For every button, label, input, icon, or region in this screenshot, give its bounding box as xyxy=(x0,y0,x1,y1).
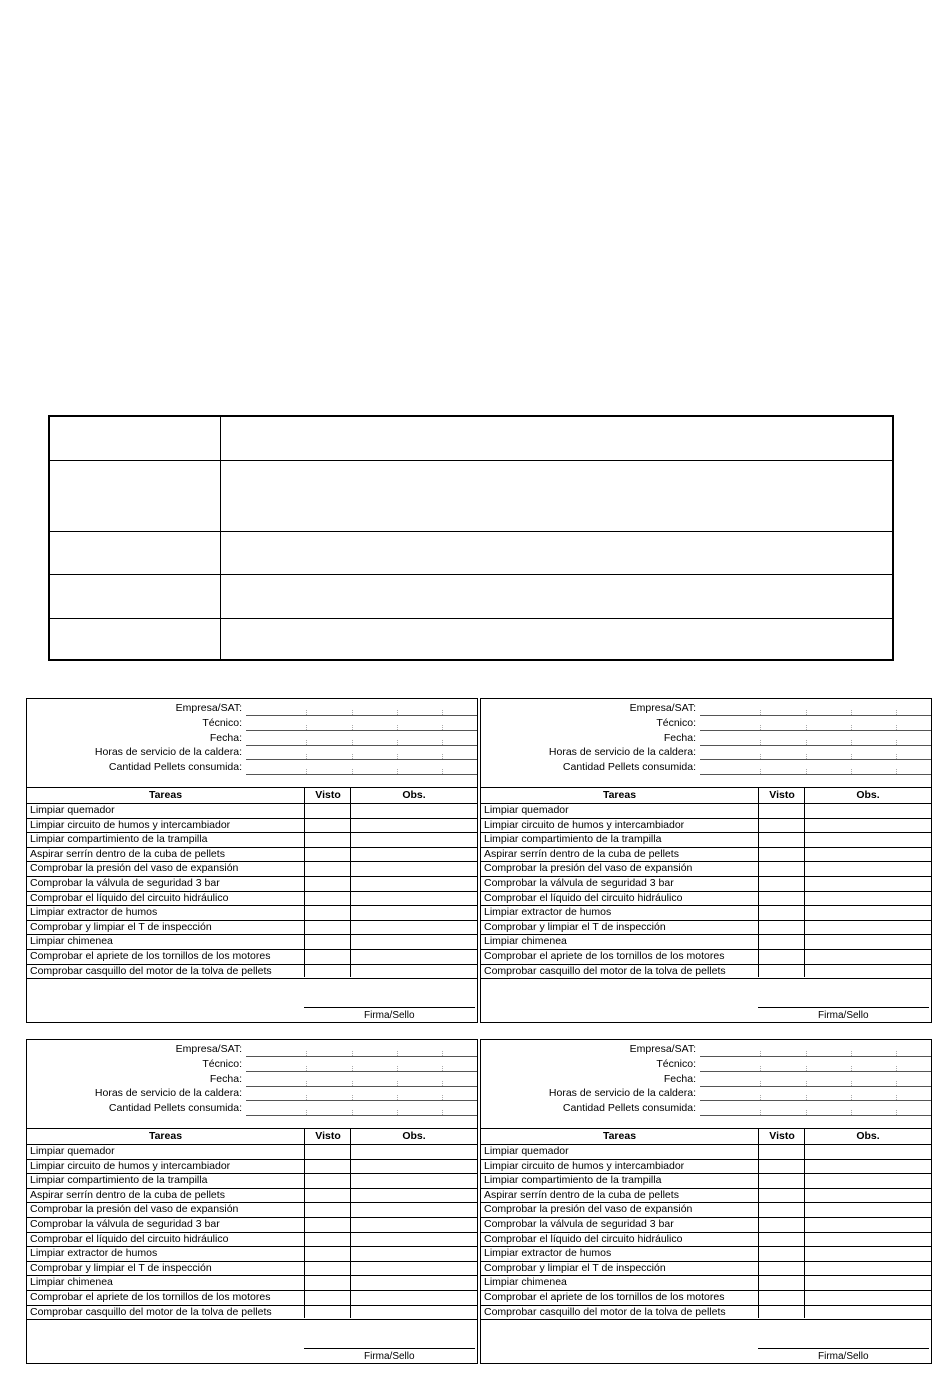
task-row xyxy=(481,934,931,950)
cell-guide xyxy=(851,710,852,715)
cell-guide xyxy=(352,754,353,759)
signature-label: Firma/Sello xyxy=(818,1010,869,1021)
top-empty-table xyxy=(48,415,894,661)
cell-guide xyxy=(306,1095,307,1100)
cell-guide xyxy=(806,1081,807,1086)
task-row xyxy=(481,920,931,936)
cell-guide xyxy=(442,725,443,730)
cell-guide xyxy=(352,740,353,745)
visto-column-header: Visto xyxy=(758,1129,805,1144)
task-label: Comprobar la presión del vaso de expansión xyxy=(484,1203,693,1216)
cell-guide xyxy=(442,1110,443,1115)
cell-guide xyxy=(760,740,761,745)
task-row xyxy=(481,1246,931,1262)
obs-column-header: Obs. xyxy=(804,1129,931,1144)
task-label: Comprobar la válvula de seguridad 3 bar xyxy=(30,877,220,889)
cell-guide xyxy=(896,1095,897,1100)
task-label: Comprobar casquillo del motor de la tolva de pellets xyxy=(484,1305,726,1318)
task-row xyxy=(481,861,931,877)
header-field-label: Técnico: xyxy=(202,716,242,729)
cell-guide xyxy=(851,754,852,759)
header-field-label: Empresa/SAT: xyxy=(175,702,242,714)
header-field-label: Cantidad Pellets consumida: xyxy=(108,1102,242,1115)
task-row xyxy=(481,876,931,892)
visto-column-header: Visto xyxy=(304,788,351,803)
task-label: Limpiar compartimiento de la trampilla xyxy=(30,833,208,846)
task-label: Limpiar circuito de humos y intercambiador xyxy=(484,818,685,831)
cell-guide xyxy=(760,725,761,730)
cell-guide xyxy=(306,754,307,759)
visto-column-line xyxy=(758,1128,759,1318)
cell-guide xyxy=(306,1051,307,1056)
tasks-column-header: Tareas xyxy=(148,1130,183,1142)
cell-guide xyxy=(397,769,398,774)
cell-guide xyxy=(442,1051,443,1056)
cell-guide xyxy=(306,1110,307,1115)
signature-line xyxy=(304,1348,475,1349)
task-label: Limpiar quemador xyxy=(484,804,569,816)
cell-guide xyxy=(896,1066,897,1071)
header-field-label: Horas de servicio de la caldera: xyxy=(94,1087,242,1100)
header-field-line[interactable] xyxy=(700,774,931,775)
obs-column-line xyxy=(350,787,351,977)
cell-guide xyxy=(896,754,897,759)
task-row xyxy=(27,1144,477,1160)
maintenance-card xyxy=(26,698,478,1023)
cell-guide xyxy=(352,1110,353,1115)
cell-guide xyxy=(306,710,307,715)
task-label: Limpiar quemador xyxy=(30,1145,115,1157)
task-label: Comprobar el apriete de los tornillos de los motores xyxy=(30,950,271,962)
header-field-line[interactable] xyxy=(246,1115,477,1116)
cell-guide xyxy=(760,1081,761,1086)
cell-guide xyxy=(851,1066,852,1071)
cell-guide xyxy=(760,710,761,715)
cell-guide xyxy=(760,1066,761,1071)
task-label: Limpiar chimenea xyxy=(30,1276,113,1289)
header-field xyxy=(27,745,477,760)
signature-label: Firma/Sello xyxy=(364,1351,415,1362)
task-label: Comprobar y limpiar el T de inspección xyxy=(484,920,666,933)
task-label: Limpiar chimenea xyxy=(484,1276,567,1289)
header-field-label: Técnico: xyxy=(656,716,696,729)
tasks-column-header: Tareas xyxy=(602,1130,637,1142)
header-field xyxy=(481,745,931,760)
task-row xyxy=(27,803,477,819)
cell-guide xyxy=(760,1051,761,1056)
signature-label: Firma/Sello xyxy=(364,1010,415,1021)
task-row xyxy=(27,1275,477,1291)
task-label: Comprobar la presión del vaso de expansión xyxy=(484,862,693,875)
task-label: Comprobar el líquido del circuito hidráulico xyxy=(30,1232,229,1245)
task-label: Comprobar el líquido del circuito hidráulico xyxy=(484,891,683,904)
obs-column-line xyxy=(804,787,805,977)
cell-guide xyxy=(806,769,807,774)
cell-guide xyxy=(806,1051,807,1056)
task-row xyxy=(27,1217,477,1233)
visto-column-line xyxy=(304,1128,305,1318)
task-row xyxy=(27,1261,477,1277)
cell-guide xyxy=(806,710,807,715)
header-field-label: Empresa/SAT: xyxy=(175,1043,242,1055)
task-row xyxy=(481,1232,931,1248)
cell-guide xyxy=(896,769,897,774)
cell-guide xyxy=(352,725,353,730)
obs-column-header: Obs. xyxy=(804,788,931,803)
task-row xyxy=(27,876,477,892)
task-row xyxy=(27,861,477,877)
task-label: Limpiar chimenea xyxy=(484,935,567,948)
header-field xyxy=(27,731,477,746)
cell-guide xyxy=(806,754,807,759)
task-row xyxy=(481,818,931,834)
header-field xyxy=(27,1101,477,1116)
task-row xyxy=(27,847,477,863)
task-row xyxy=(27,1232,477,1248)
header-field-label: Fecha: xyxy=(209,731,242,744)
task-label: Limpiar compartimiento de la trampilla xyxy=(484,833,662,846)
cell-guide xyxy=(397,725,398,730)
task-label: Comprobar el líquido del circuito hidráulico xyxy=(30,891,229,904)
task-label: Comprobar el apriete de los tornillos de los motores xyxy=(484,950,725,962)
cell-guide xyxy=(806,725,807,730)
table-row-divider xyxy=(50,618,892,619)
header-field xyxy=(481,731,931,746)
maintenance-card xyxy=(480,1039,932,1364)
task-row xyxy=(27,1305,477,1321)
cell-guide xyxy=(397,754,398,759)
task-label: Limpiar extractor de humos xyxy=(30,1247,158,1260)
task-row xyxy=(481,1275,931,1291)
header-field xyxy=(27,1057,477,1072)
signature-line xyxy=(758,1348,929,1349)
task-label: Limpiar compartimiento de la trampilla xyxy=(484,1174,662,1187)
cell-guide xyxy=(352,1051,353,1056)
header-field-label: Cantidad Pellets consumida: xyxy=(108,761,242,774)
task-row xyxy=(481,1188,931,1204)
task-label: Limpiar quemador xyxy=(30,804,115,816)
cell-guide xyxy=(896,725,897,730)
header-field-label: Horas de servicio de la caldera: xyxy=(548,746,696,759)
task-label: Comprobar el apriete de los tornillos de los motores xyxy=(30,1291,271,1303)
cell-guide xyxy=(442,1081,443,1086)
task-label: Limpiar extractor de humos xyxy=(484,1247,612,1260)
cell-guide xyxy=(352,769,353,774)
cell-guide xyxy=(397,1110,398,1115)
cell-guide xyxy=(806,1066,807,1071)
task-label: Comprobar el líquido del circuito hidráulico xyxy=(484,1232,683,1245)
task-label: Comprobar la válvula de seguridad 3 bar xyxy=(30,1218,220,1230)
cell-guide xyxy=(896,740,897,745)
task-label: Comprobar casquillo del motor de la tolva de pellets xyxy=(30,1305,272,1318)
task-label: Limpiar extractor de humos xyxy=(484,906,612,919)
task-row xyxy=(27,1246,477,1262)
task-row xyxy=(27,1202,477,1218)
cell-guide xyxy=(397,1066,398,1071)
task-row xyxy=(27,934,477,950)
cell-guide xyxy=(442,1066,443,1071)
cell-guide xyxy=(760,754,761,759)
visto-column-line xyxy=(304,787,305,977)
task-row xyxy=(481,891,931,907)
signature-line xyxy=(758,1007,929,1008)
task-label: Comprobar y limpiar el T de inspección xyxy=(30,920,212,933)
maintenance-card xyxy=(26,1039,478,1364)
obs-column-line xyxy=(350,1128,351,1318)
header-field xyxy=(481,716,931,731)
task-row xyxy=(27,949,477,965)
header-field-label: Empresa/SAT: xyxy=(629,1043,696,1055)
cell-guide xyxy=(306,1081,307,1086)
task-label: Comprobar la presión del vaso de expansión xyxy=(30,862,239,875)
task-row xyxy=(27,818,477,834)
task-label: Limpiar circuito de humos y intercambiador xyxy=(484,1159,685,1172)
header-field-label: Técnico: xyxy=(656,1057,696,1070)
cell-guide xyxy=(851,1095,852,1100)
task-label: Comprobar la presión del vaso de expansión xyxy=(30,1203,239,1216)
cell-guide xyxy=(306,769,307,774)
task-row xyxy=(27,1173,477,1189)
task-label: Comprobar casquillo del motor de la tolva de pellets xyxy=(30,964,272,977)
header-field xyxy=(481,1057,931,1072)
signature-line xyxy=(304,1007,475,1008)
table-column-divider xyxy=(220,417,221,659)
task-label: Limpiar chimenea xyxy=(30,935,113,948)
header-field xyxy=(481,701,931,716)
header-field-line[interactable] xyxy=(246,774,477,775)
cell-guide xyxy=(760,1095,761,1100)
tasks-column-header: Tareas xyxy=(148,789,183,801)
header-field xyxy=(27,701,477,716)
cell-guide xyxy=(352,710,353,715)
task-row xyxy=(27,832,477,848)
obs-column-header: Obs. xyxy=(350,1129,477,1144)
cell-guide xyxy=(760,769,761,774)
cell-guide xyxy=(306,740,307,745)
task-label: Limpiar circuito de humos y intercambiador xyxy=(30,1159,231,1172)
header-field-label: Fecha: xyxy=(663,731,696,744)
task-row xyxy=(481,949,931,965)
header-field-label: Cantidad Pellets consumida: xyxy=(562,1102,696,1115)
obs-column-header: Obs. xyxy=(350,788,477,803)
cell-guide xyxy=(397,740,398,745)
cell-guide xyxy=(442,1095,443,1100)
table-row-divider xyxy=(50,574,892,575)
header-field xyxy=(27,760,477,775)
header-field xyxy=(27,1086,477,1101)
header-field xyxy=(27,1072,477,1087)
header-field-line[interactable] xyxy=(700,1115,931,1116)
cell-guide xyxy=(442,769,443,774)
task-label: Limpiar compartimiento de la trampilla xyxy=(30,1174,208,1187)
header-field-label: Fecha: xyxy=(663,1072,696,1085)
task-table-header xyxy=(27,1128,477,1145)
task-label: Aspirar serrín dentro de la cuba de pellets xyxy=(484,1188,679,1201)
visto-column-header: Visto xyxy=(758,788,805,803)
cell-guide xyxy=(896,1081,897,1086)
task-label: Limpiar quemador xyxy=(484,1145,569,1157)
task-row xyxy=(481,803,931,819)
task-table-header xyxy=(27,787,477,804)
task-table-header xyxy=(481,1128,931,1145)
task-row xyxy=(27,1159,477,1175)
header-field xyxy=(481,1042,931,1057)
maintenance-card xyxy=(480,698,932,1023)
cell-guide xyxy=(760,1110,761,1115)
header-field-label: Horas de servicio de la caldera: xyxy=(548,1087,696,1100)
task-table-header xyxy=(481,787,931,804)
cell-guide xyxy=(851,1051,852,1056)
header-field-label: Fecha: xyxy=(209,1072,242,1085)
task-row xyxy=(481,1144,931,1160)
cell-guide xyxy=(896,1110,897,1115)
task-row xyxy=(27,905,477,921)
header-field xyxy=(481,760,931,775)
header-field-label: Cantidad Pellets consumida: xyxy=(562,761,696,774)
task-label: Comprobar y limpiar el T de inspección xyxy=(484,1261,666,1274)
header-field xyxy=(481,1101,931,1116)
task-label: Limpiar extractor de humos xyxy=(30,906,158,919)
cell-guide xyxy=(896,1051,897,1056)
cell-guide xyxy=(806,1095,807,1100)
task-row xyxy=(481,1290,931,1306)
task-label: Comprobar casquillo del motor de la tolva de pellets xyxy=(484,964,726,977)
cell-guide xyxy=(442,710,443,715)
cell-guide xyxy=(397,1095,398,1100)
signature-label: Firma/Sello xyxy=(818,1351,869,1362)
visto-column-header: Visto xyxy=(304,1129,351,1144)
cell-guide xyxy=(397,1081,398,1086)
header-field-label: Empresa/SAT: xyxy=(629,702,696,714)
cell-guide xyxy=(806,1110,807,1115)
cell-guide xyxy=(851,1110,852,1115)
task-row xyxy=(481,905,931,921)
header-field xyxy=(481,1072,931,1087)
task-row xyxy=(481,1173,931,1189)
cell-guide xyxy=(352,1066,353,1071)
task-label: Aspirar serrín dentro de la cuba de pellets xyxy=(484,847,679,860)
table-row-divider xyxy=(50,531,892,532)
task-label: Aspirar serrín dentro de la cuba de pellets xyxy=(30,847,225,860)
header-field xyxy=(27,1042,477,1057)
cell-guide xyxy=(442,740,443,745)
task-label: Aspirar serrín dentro de la cuba de pellets xyxy=(30,1188,225,1201)
task-row xyxy=(481,1202,931,1218)
cell-guide xyxy=(352,1081,353,1086)
task-row xyxy=(27,1188,477,1204)
task-row xyxy=(27,891,477,907)
task-row xyxy=(481,832,931,848)
task-row xyxy=(481,1159,931,1175)
cell-guide xyxy=(851,1081,852,1086)
obs-column-line xyxy=(804,1128,805,1318)
cell-guide xyxy=(851,725,852,730)
header-field-label: Horas de servicio de la caldera: xyxy=(94,746,242,759)
visto-column-line xyxy=(758,787,759,977)
task-label: Comprobar y limpiar el T de inspección xyxy=(30,1261,212,1274)
cell-guide xyxy=(397,1051,398,1056)
cell-guide xyxy=(851,769,852,774)
cell-guide xyxy=(806,740,807,745)
header-field xyxy=(481,1086,931,1101)
task-row xyxy=(481,847,931,863)
header-field-label: Técnico: xyxy=(202,1057,242,1070)
cell-guide xyxy=(397,710,398,715)
task-row xyxy=(27,920,477,936)
task-row xyxy=(481,1305,931,1321)
task-row xyxy=(481,1261,931,1277)
task-label: Comprobar la válvula de seguridad 3 bar xyxy=(484,1218,674,1230)
task-label: Limpiar circuito de humos y intercambiador xyxy=(30,818,231,831)
task-label: Comprobar la válvula de seguridad 3 bar xyxy=(484,877,674,889)
cell-guide xyxy=(851,740,852,745)
header-field xyxy=(27,716,477,731)
task-row xyxy=(27,1290,477,1306)
task-row xyxy=(481,964,931,980)
table-row-divider xyxy=(50,460,892,461)
cell-guide xyxy=(306,725,307,730)
task-label: Comprobar el apriete de los tornillos de los motores xyxy=(484,1291,725,1303)
task-row xyxy=(481,1217,931,1233)
cell-guide xyxy=(352,1095,353,1100)
tasks-column-header: Tareas xyxy=(602,789,637,801)
cell-guide xyxy=(896,710,897,715)
task-row xyxy=(27,964,477,980)
cell-guide xyxy=(442,754,443,759)
cell-guide xyxy=(306,1066,307,1071)
